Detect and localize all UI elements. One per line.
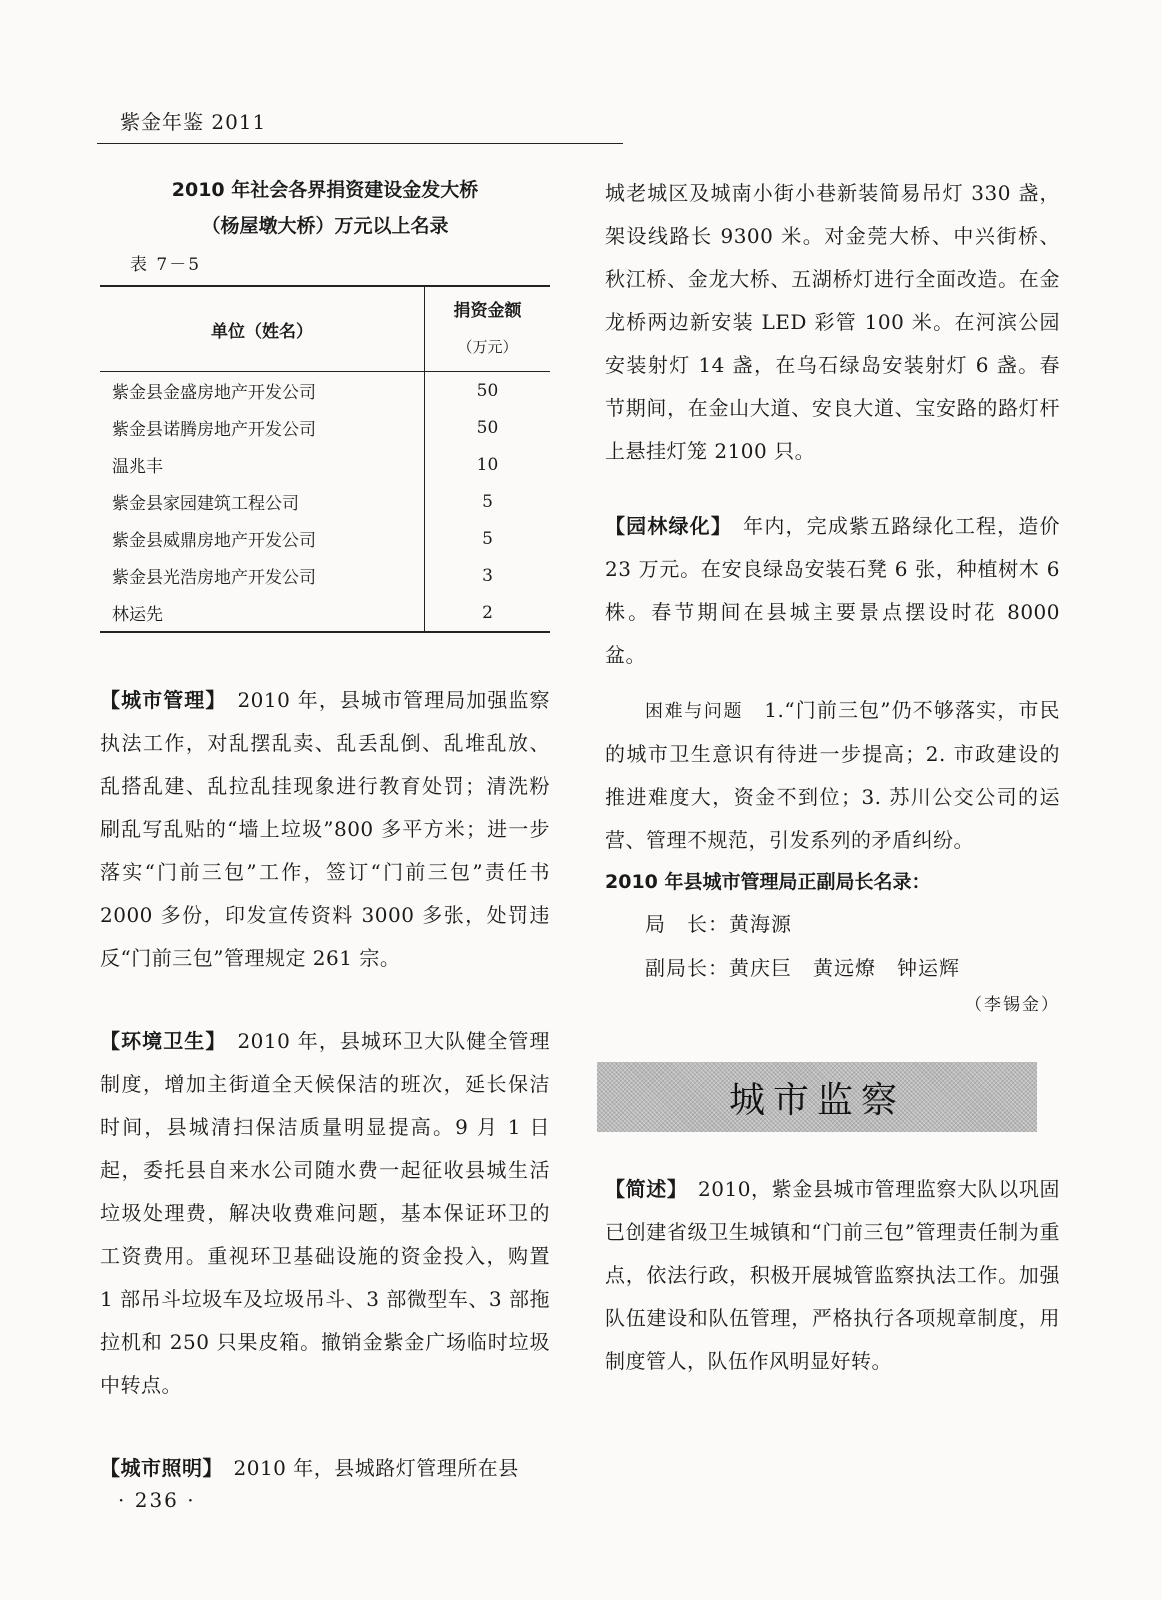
section-heading: 【园林绿化】 bbox=[605, 514, 722, 538]
paragraph-text: 1.“门前三包”仍不够落实，市民的城市卫生意识有待进一步提高；2. 市政建设的推进难度大，资金不到位；3. 苏川公交公司的运营、管理不规范，引发系列的矛盾纠纷。 bbox=[605, 698, 1061, 852]
paragraph-lighting-continued: 城老城区及城南小街小巷新装简易吊灯 330 盏，架设线路长 9300 米。对金莞大桥、中兴街桥、秋江桥、金龙大桥、五湖桥灯进行全面改造。在金龙桥两边新安装 LED 彩管 100 米。在河滨公园安装射灯 14 盏，在乌石绿岛安装射灯 6 盏。春节期间，在金山大道、安良大道、宝安路的路灯杆上悬挂灯笼 2100 只。 bbox=[605, 181, 1060, 463]
table-header-row bbox=[100, 286, 550, 372]
section-heading: 【简述】 bbox=[605, 1177, 678, 1201]
director-row: 局 长：黄海源 bbox=[645, 912, 792, 936]
section-heading: 【城市管理】 bbox=[100, 688, 217, 712]
paragraph-text: 2010 年，县城环卫大队健全管理制度，增加主街道全天候保洁的班次，延长保洁时间，县城清扫保洁质量明显提高。9 月 1 日起，委托县自来水公司随水费一起征收县城生活垃圾处理费，解决收费难问题，基本保证环卫的工资费用。重视环卫基础设施的资金投入，购置 1 部吊斗垃圾车及垃圾吊斗、3 部微型车、3 部拖拉机和 250 只果皮箱。撤销金紫金广场临时垃圾中转点。 bbox=[100, 1029, 550, 1397]
paragraph-text: 2010 年，县城路灯管理所在县 bbox=[213, 1456, 519, 1480]
paragraph-text: 2010，紫金县城市管理监察大队以巩固已创建省级卫生城镇和“门前三包”管理责任制为重点，依法行政，积极开展城管监察执法工作。加强队伍建设和队伍管理，严格执行各项规章制度，用制度管人，队伍作风明显好转。 bbox=[605, 1177, 1060, 1373]
header-amount-unit: （万元） bbox=[457, 338, 518, 356]
donation-amount: 50 bbox=[425, 409, 551, 446]
paragraph-lighting bbox=[100, 1447, 550, 1490]
donor-name: 紫金县威鼎房地产开发公司 bbox=[112, 531, 316, 551]
right-column bbox=[605, 172, 1060, 1383]
donation-table bbox=[100, 285, 550, 633]
paragraph-text: 2010 年，县城市管理局加强监察执法工作，对乱摆乱卖、乱丢乱倒、乱堆乱放、乱搭乱建、乱拉乱挂现象进行教育处罚；清洗粉刷乱写乱贴的“墙上垃圾”800 多平方米；进一步落实“门前三包”工作，签订“门前三包”责任书 2000 多份，印发宣传资料 3000 多张，处罚违反“门前三包”管理规定 261 宗。 bbox=[100, 688, 550, 970]
page-number: · 236 · bbox=[118, 1488, 196, 1512]
donor-name: 紫金县诺腾房地产开发公司 bbox=[112, 420, 316, 440]
donor-name: 林运先 bbox=[100, 594, 425, 632]
running-head: 紫金年鉴 2011 bbox=[120, 110, 267, 134]
section-banner-title: 城市监察 bbox=[728, 1079, 905, 1121]
header-rule bbox=[97, 143, 623, 144]
donation-amount: 50 bbox=[425, 372, 551, 410]
difficulties-label: 困难与问题 bbox=[645, 701, 744, 722]
table-title-line2: （杨屋墩大桥）万元以上名录 bbox=[201, 215, 449, 237]
section-heading: 【环境卫生】 bbox=[100, 1029, 217, 1053]
table-row bbox=[100, 446, 550, 483]
table-row bbox=[100, 372, 550, 410]
donation-amount: 5 bbox=[425, 520, 551, 557]
table-row bbox=[100, 557, 550, 594]
leaders-list-title: 2010 年县城市管理局正副局长名录： bbox=[605, 871, 931, 893]
section-banner bbox=[597, 1062, 1037, 1132]
paragraph-text: 年内，完成紫五路绿化工程，造价 23 万元。在安良绿岛安装石凳 6 张，种植树木 6 株。春节期间在县城主要景点摆设时花 8000 盆。 bbox=[605, 514, 1060, 667]
donation-amount: 10 bbox=[425, 446, 551, 483]
table-row bbox=[100, 483, 550, 520]
table-row bbox=[100, 594, 550, 632]
table-row bbox=[100, 409, 550, 446]
donation-amount: 5 bbox=[425, 483, 551, 520]
table-title-line1: 2010 年社会各界捐资建设金发大桥 bbox=[171, 179, 479, 201]
donor-name: 温兆丰 bbox=[112, 457, 163, 477]
header-unit: 单位（姓名） bbox=[100, 286, 425, 372]
paragraph-urban-management bbox=[100, 679, 550, 980]
section-heading: 【城市照明】 bbox=[100, 1456, 213, 1480]
deputies-row: 副局长：黄庆巨 黄远燎 钟运辉 bbox=[645, 956, 960, 980]
paragraph-overview bbox=[605, 1168, 1060, 1383]
author-credit: （李锡金） bbox=[965, 995, 1060, 1015]
donation-amount: 2 bbox=[425, 594, 551, 632]
donor-name: 紫金县金盛房地产开发公司 bbox=[112, 383, 316, 403]
paragraph-difficulties bbox=[605, 689, 1060, 862]
donor-name: 紫金县家园建筑工程公司 bbox=[112, 494, 299, 514]
table-row bbox=[100, 520, 550, 557]
table-number: 表 7－5 bbox=[130, 255, 202, 275]
donation-amount: 3 bbox=[425, 557, 551, 594]
paragraph-sanitation bbox=[100, 1020, 550, 1407]
paragraph-greening bbox=[605, 505, 1060, 677]
header-amount-label: 捐资金额 bbox=[453, 301, 522, 321]
header-amount bbox=[425, 286, 551, 372]
left-column bbox=[100, 172, 550, 1490]
donor-name: 紫金县光浩房地产开发公司 bbox=[112, 568, 316, 588]
